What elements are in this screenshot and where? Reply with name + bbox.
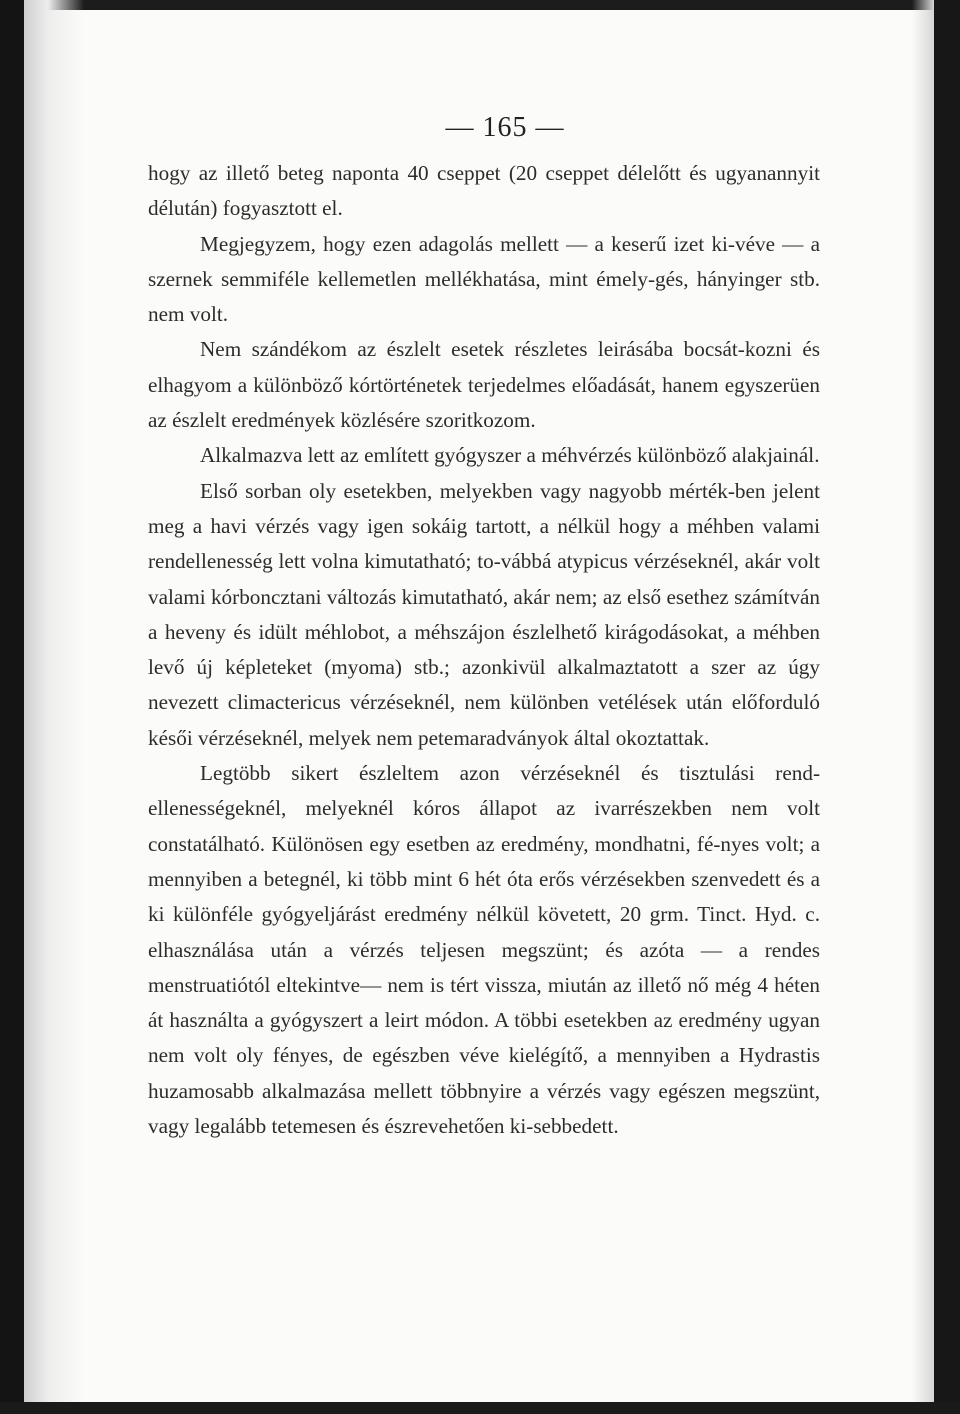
paragraph-continuation: hogy az illető beteg naponta 40 cseppet (20 cseppet délelőtt és ugyanannyit délután) fogyasztott el. (148, 161, 820, 221)
scan-border-left (0, 0, 24, 1414)
body-text (148, 156, 820, 1144)
page-edge-shadow (912, 0, 934, 1414)
scan-border-top (0, 0, 960, 10)
paragraph-cases: Első sorban oly esetekben, melyekben vagy nagyobb mérték-ben jelent meg a havi vérzés vagy igen sokáig tartott, a nélkül hogy a méhben valami rendellenesség lett volna kimutatható; to-vábbá atypicus vérzéseknél, akár volt valami kórboncztani változás kimutatható, akár nem; az első esethez számítván a heveny és idült méhlobot, a méhszájon észlelhető kirágodásokat, a méhben levő új képleteket (myoma) stb.; azonkivül alkalmaztatott a szer az úgy nevezett climactericus vérzéseknél, nem különben vetélések után előforduló késői vérzéseknél, melyek nem petemaradványok által okoztattak. (148, 478, 820, 750)
page-number: — 165 — (445, 112, 565, 143)
paragraph-results: Legtöbb sikert észleltem azon vérzéseknél és tisztulási rend-ellenességeknél, melyeknél kóros állapot az ivarrészekben nem volt constatálható. Különösen egy esetben az eredmény, mondhatni, fé-nyes volt; a mennyiben a betegnél, ki több mint 6 hét óta erős vérzésekben szenvedett és a ki különféle gyógyeljárást eredmény nélkül követett, 20 grm. Tinct. Hyd. c. elhasználása után a vérzés teljesen megszünt; és azóta — a rendes menstruatiótól eltekintve— nem is tért vissza, miután az illető nő még 4 héten át használta a gyógyszert a leirt módon. A többi esetekben az eredmény ugyan nem volt oly fényes, de egészben véve kielégítő, a mennyiben a Hydrastis huzamosabb alkalmazása mellett többnyire a vérzés vagy egészen megszünt, vagy legalább tetemesen és észrevehetően ki-sebbedett. (148, 761, 820, 1139)
paragraph-application: Alkalmazva lett az említett gyógyszer a méhvérzés különböző alakjainál. (200, 443, 820, 468)
binding-shadow (24, 0, 84, 1414)
paragraph-intent: Nem szándékom az észlelt esetek részletes leirásába bocsát-kozni és elhagyom a különböző kórtörténetek terjedelmes előadását, hanem egyszerüen az észlelt eredmények közlésére szoritkozom. (148, 337, 820, 433)
scan-border-bottom (0, 1402, 960, 1414)
scan-border-right (934, 0, 960, 1414)
paragraph-side-effects: Megjegyzem, hogy ezen adagolás mellett — a keserű izet ki-vévе — a szernek semmiféle kellemetlen mellékhatása, mint émely-gés, hányinger stb. nem volt. (148, 231, 820, 327)
